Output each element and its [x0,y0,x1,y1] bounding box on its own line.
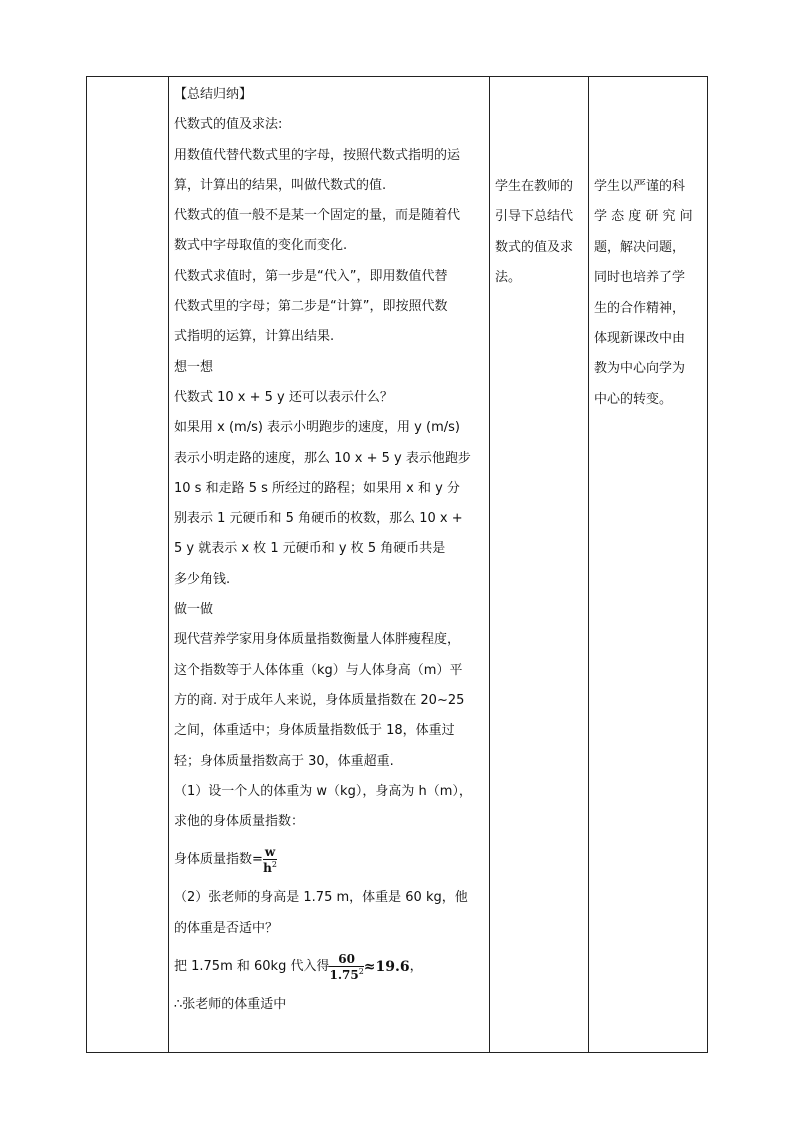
text-line: 题，解决问题， [594,239,686,255]
conclusion: ∴张老师的体重适中 [174,997,287,1013]
summary-heading: 【总结归纳】 [174,87,253,102]
text-line: （1）设一个人的体重为 w（kg），身高为 h（m）， [174,783,472,799]
design-intent-text [594,172,706,415]
text-line: 生的合作精神， [594,300,686,316]
text-line: 教为中心向学为 [594,361,686,377]
bmi-den-exponent: 2 [271,860,277,870]
table-cell-empty [86,76,169,1053]
text-line: 方的商. 对于成年人来说，身体质量指数在 20~25 [174,692,465,708]
text-line: 引导下总结代 [495,209,574,225]
text-line: 学生以严谨的科 [594,179,686,194]
text-line: 算，计算出的结果，叫做代数式的值. [174,177,387,193]
text-line: 代数式 10 x + 5 y 还可以表示什么？ [174,389,393,405]
text-line: 法。 [495,270,522,286]
text-line: 式指明的运算，计算出结果. [174,329,335,345]
calc-prefix: 把 1.75m 和 60kg 代入得 [174,958,330,974]
text-line: 轻；身体质量指数高于 30，体重超重. [174,753,394,769]
text-line: 数式的值及求 [495,239,574,255]
bmi-label: 身体质量指数= [174,852,263,868]
bmi-fraction [263,846,277,874]
bmi-formula [174,837,486,883]
calc-suffix: ， [409,958,423,974]
calc-den-base: 1.75 [329,968,359,983]
text-line: 多少角钱. [174,571,231,587]
text-line: 想一想 [174,359,214,375]
text-line: 体现新课改中由 [594,331,686,347]
lesson-lines [174,110,486,837]
calc-den-exponent: 2 [358,967,364,977]
text-line: 现代营养学家用身体质量指数衡量人体胖瘦程度， [174,632,461,648]
text-line: 之间，体重适中；身体质量指数低于 18，体重过 [174,723,455,739]
calculation-line [174,944,486,990]
text-line: （2）张老师的身高是 1.75 m，体重是 60 kg，他 [174,890,468,906]
text-line: 如果用 x (m/s) 表示小明跑步的速度，用 y (m/s) [174,420,460,436]
text-line: 代数式求值时，第一步是“代入”，即用数值代替 [174,268,448,284]
calc-fraction [329,953,363,981]
text-line: 5 y 就表示 x 枚 1 元硬币和 y 枚 5 角硬币共是 [174,541,446,557]
calc-numerator: 60 [329,953,363,967]
text-line: 代数式的值一般不是某一个固定的量，而是随着代 [174,208,461,224]
text-line: 中心的转变。 [594,391,673,407]
text-line: 表示小明走路的速度，那么 10 x + 5 y 表示他跑步 [174,450,471,466]
text-line: 学生在教师的 [495,179,574,194]
text-line: 用数值代替代数式里的字母，按照代数式指明的运 [174,147,461,163]
lesson-content [174,80,486,1020]
text-line: 10 s 和走路 5 s 所经过的路程；如果用 x 和 y 分 [174,480,460,496]
bmi-numerator: w [264,845,276,860]
student-activity-text [495,172,585,294]
calc-result: ≈19.6 [363,958,410,975]
text-line: 代数式的值及求法: [174,117,283,133]
text-line: 做一做 [174,602,214,618]
text-line: 求他的身体质量指数： [174,814,305,830]
question-lines [174,883,486,944]
text-line: 数式中字母取值的变化而变化. [174,238,348,254]
text-line: 这个指数等于人体体重（kg）与人体身高（m）平 [174,662,463,678]
text-line: 学 态 度 研 究 问 [594,209,693,225]
text-line: 代数式里的字母；第二步是“计算”，即按照代数 [174,299,448,315]
text-line: 的体重是否适中？ [174,920,279,936]
text-line: 别表示 1 元硬币和 5 角硬币的枚数，那么 10 x + [174,511,463,527]
bmi-den-base: h [263,861,272,876]
text-line: 同时也培养了学 [594,270,686,286]
calc-denominator [329,967,363,981]
bmi-denominator [263,860,277,874]
